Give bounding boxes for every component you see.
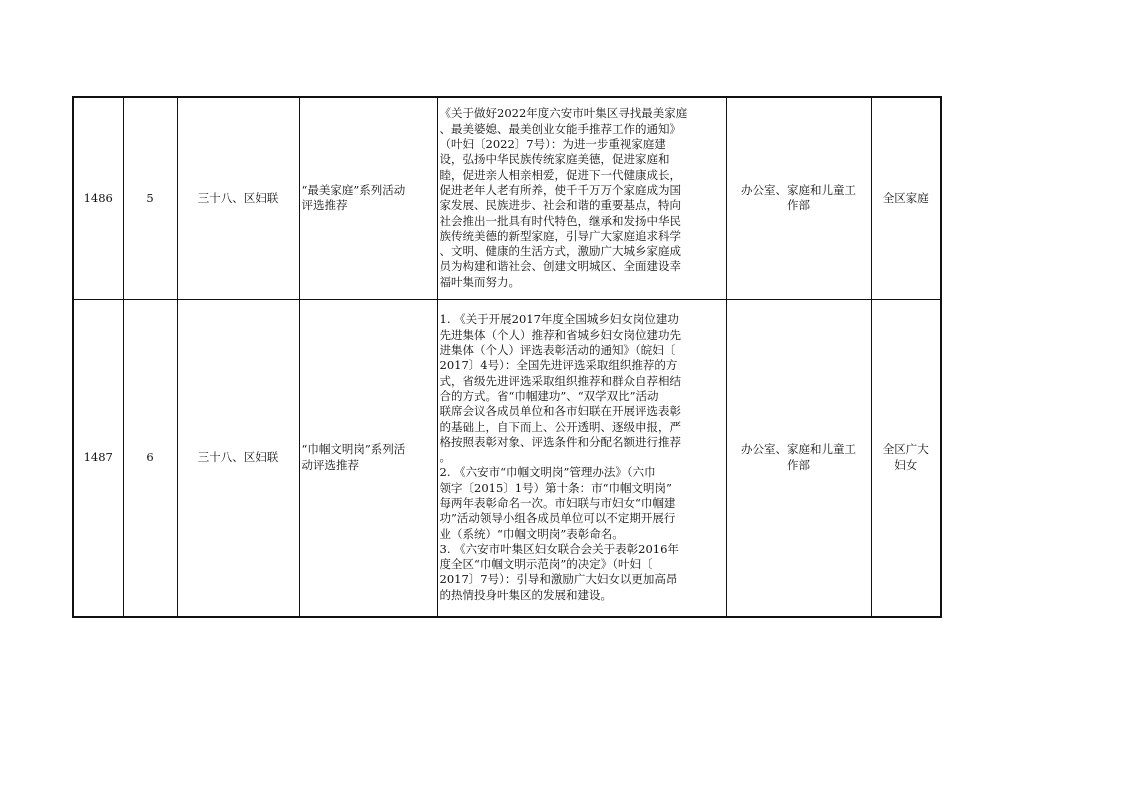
basis-line: 、最美婆媳、最美创业女能手推荐工作的通知》: [439, 121, 681, 136]
basis-line: 福叶集而努力。: [439, 274, 520, 289]
basis-line: 的热情投身叶集区的发展和建设。: [439, 587, 612, 602]
sub-seq-cell: 5: [123, 97, 177, 299]
seq-cell: 1487: [73, 299, 123, 617]
basis-line: 设，弘扬中华民族传统家庭美德，促进家庭和: [439, 152, 670, 167]
responsible-cell: [726, 299, 871, 617]
basis-line: 2017〕7号）：引导和激励广大妇女以更加高昂: [439, 572, 678, 587]
item-cell: [299, 97, 437, 299]
basis-line: （叶妇〔2022〕7号）：为进一步重视家庭建: [439, 137, 666, 152]
basis-line: 、文明、健康的生活方式，激励广大城乡家庭成: [439, 244, 681, 259]
target-cell: [871, 97, 941, 299]
service-target: 全区广大 妇女: [882, 442, 929, 472]
sub-seq-cell: 6: [123, 299, 177, 617]
basis-line: 功”活动领导小组各成员单位可以不定期开展行: [439, 511, 676, 526]
basis-line: 。: [439, 450, 451, 465]
basis-line: 度全区“巾帼文明示范岗”的决定》（叶妇〔: [439, 557, 653, 572]
seq-cell: 1486: [73, 97, 123, 299]
basis-line: 进集体（个人）评选表彰活动的通知》（皖妇〔: [439, 343, 676, 358]
basis-line: 社会推出一批具有时代特色，继承和发扬中华民: [439, 213, 681, 228]
basis-line: 促进老年人老有所养，使千千万万个家庭成为国: [439, 182, 681, 197]
basis-line: 联席会议各成员单位和各市妇联在开展评选表彰: [439, 404, 681, 419]
department-cell: 三十八、区妇联: [177, 299, 299, 617]
basis-cell: [437, 299, 726, 617]
department-cell: 三十八、区妇联: [177, 97, 299, 299]
basis-line: 格按照表彰对象、评选条件和分配名额进行推荐: [439, 434, 681, 449]
responsible-cell: [726, 97, 871, 299]
item-name: “最美家庭”系列活动 评选推荐: [301, 182, 406, 213]
basis-line: 2. 《六安市“巾帼文明岗”管理办法》（六巾: [439, 465, 656, 480]
table-row: [73, 97, 941, 299]
responsible-dept: 办公室、家庭和儿童工 作部: [741, 442, 856, 472]
basis-line: 先进集体（个人）推荐和省城乡妇女岗位建功先: [439, 327, 681, 342]
basis-line: 领字〔2015〕1号）第十条：市“巾帼文明岗”: [439, 480, 672, 495]
basis-line: 睦，促进亲人相亲相爱，促进下一代健康成长，: [439, 167, 681, 182]
responsible-dept: 办公室、家庭和儿童工 作部: [741, 182, 856, 213]
service-target: 全区家庭: [882, 190, 929, 205]
basis-line: 族传统美德的新型家庭，引导广大家庭追求科学: [439, 228, 681, 243]
basis-line: 的基础上，自下而上、公开透明、逐级申报，严: [439, 419, 681, 434]
item-name: “巾帼文明岗”系列活 动评选推荐: [301, 442, 406, 472]
basis-line: 家发展、民族进步、社会和谐的重要基点，特向: [439, 198, 681, 213]
basis-line: 2017〕4号）：全国先进评选采取组织推荐的方: [439, 358, 678, 373]
basis-line: 员为构建和谐社会、创建文明城区、全面建设幸: [439, 259, 681, 274]
basis-line: 业（系统）“巾帼文明岗”表彰命名。: [439, 526, 624, 541]
basis-line: 每两年表彰命名一次。市妇联与市妇女“巾帼建: [439, 495, 676, 510]
table-row: [73, 299, 941, 617]
basis-line: 《关于做好2022年度六安市叶集区寻找最美家庭: [439, 106, 688, 121]
target-cell: [871, 299, 941, 617]
basis-line: 式，省级先进评选采取组织推荐和群众自荐相结: [439, 373, 681, 388]
basis-line: 1. 《关于开展2017年度全国城乡妇女岗位建功: [439, 312, 679, 327]
basis-line: 合的方式。省“巾帼建功”、“双学双比”活动: [439, 388, 659, 403]
power-list-table: [72, 96, 942, 618]
basis-line: 3. 《六安市叶集区妇女联合会关于表彰2016年: [439, 541, 679, 556]
item-cell: [299, 299, 437, 617]
basis-cell: [437, 97, 726, 299]
